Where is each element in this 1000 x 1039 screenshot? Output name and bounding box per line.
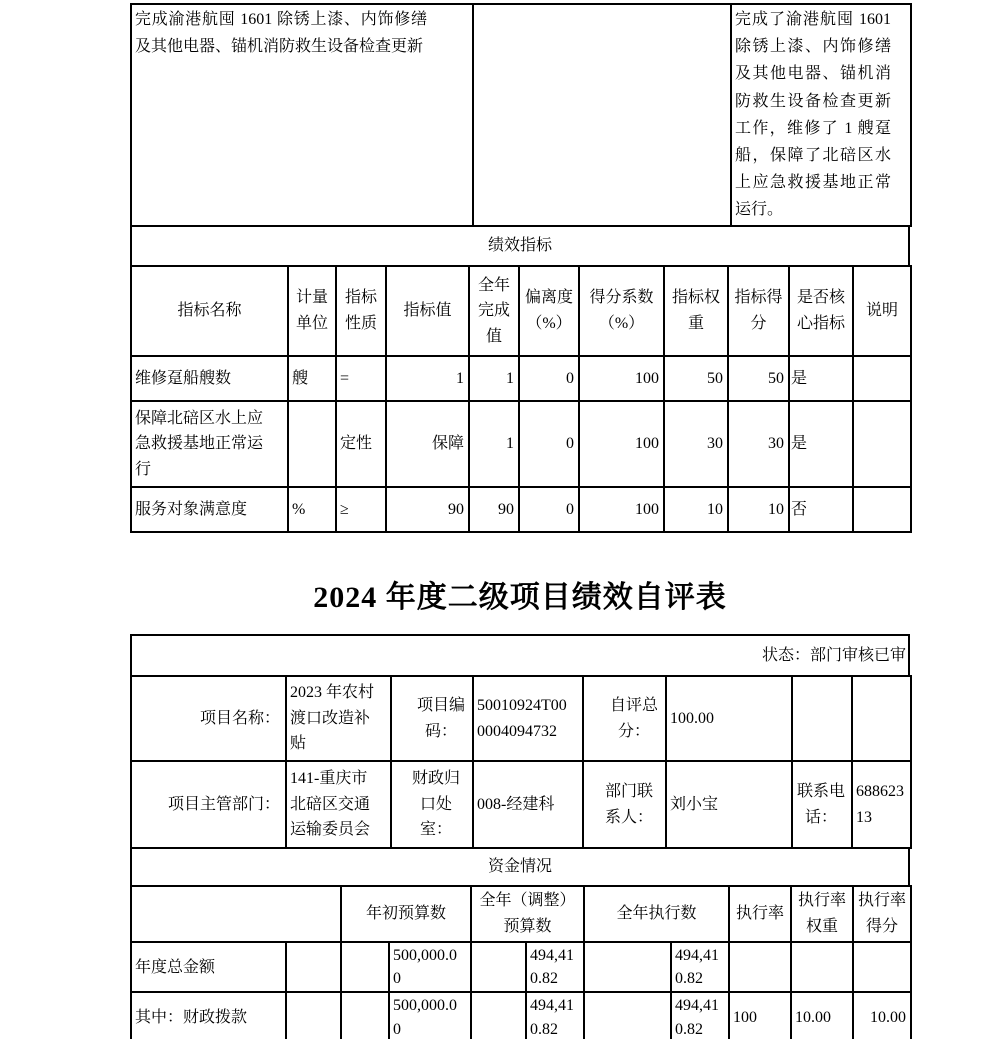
indicator-header-row [131, 266, 911, 356]
col-header-execution-rate: 执行率 [729, 886, 791, 942]
indicator-row [131, 401, 911, 487]
cell-initial-budget [389, 942, 471, 992]
initial-budget-text: 500,000.00 [393, 997, 457, 1038]
cell-execution-rate-score [853, 942, 911, 992]
project-name-text: 2023 年农村渡口改造补贴 [290, 684, 375, 753]
cell-note [853, 487, 911, 532]
cell-summary-middle [473, 4, 731, 226]
project-code-label-text: 项目编码： [416, 696, 465, 740]
initial-budget-text: 500,000.00 [393, 947, 457, 988]
cell-core: 是 [789, 401, 853, 487]
cell-unit: % [288, 487, 336, 532]
cell-execution-rate: 100 [729, 992, 791, 1039]
col-header-execution-rate-weight: 执行率权重 [791, 886, 853, 942]
col-header-annual-value: 全年完成值 [469, 266, 519, 356]
value-project-code [473, 676, 583, 761]
col-header-adjusted-budget: 全年（调整）预算数 [471, 886, 584, 942]
cell-empty [471, 992, 526, 1039]
value-contact-phone: 68862313 [852, 761, 911, 848]
label-self-score [583, 676, 666, 761]
indicator-section-bar [130, 225, 910, 267]
col-header-nature: 指标性质 [336, 266, 386, 356]
funds-header-row [131, 886, 911, 942]
summary-right-text: 完成了渝港航囤 1601 除锈上漆、内饰修缮及其他电器、锚机消防救生设备检查更新工作，维修了 1 艘趸船，保障了北碚区水上应急救援基地正常运行。 [735, 11, 891, 219]
cell-nature: = [336, 356, 386, 401]
cell-empty [852, 676, 911, 761]
cell-execution-rate-score: 10.00 [853, 992, 911, 1039]
cell-note [853, 356, 911, 401]
summary-left-text: 完成渝港航囤 1601 除锈上漆、内饰修缮及其他电器、锚机消防救生设备检查更新 [135, 11, 427, 56]
label-contact-phone [792, 761, 852, 848]
cell-target-value: 保障 [386, 401, 469, 487]
label-fiscal-office [391, 761, 473, 848]
value-contact-person: 刘小宝 [666, 761, 792, 848]
indicator-row [131, 356, 911, 401]
col-header-indicator-name: 指标名称 [131, 266, 288, 356]
cell-deviation: 0 [519, 356, 579, 401]
cell-target-value: 90 [386, 487, 469, 532]
col-header-note: 说明 [853, 266, 911, 356]
cell-execution-rate [729, 942, 791, 992]
cell-annual-value: 90 [469, 487, 519, 532]
project-info-row [131, 761, 911, 848]
cell-score-coefficient: 100 [579, 356, 664, 401]
col-header-core: 是否核心指标 [789, 266, 853, 356]
cell-annual-execution [671, 992, 729, 1039]
label-competent-department: 项目主管部门： [131, 761, 286, 848]
cell-funds-label: 年度总金额 [131, 942, 286, 992]
cell-empty [341, 942, 389, 992]
cell-deviation: 0 [519, 487, 579, 532]
col-header-unit: 计量单位 [288, 266, 336, 356]
cell-annual-execution [671, 942, 729, 992]
value-competent-department [286, 761, 391, 848]
col-header-execution-rate-score: 执行率得分 [853, 886, 911, 942]
summary-row-table [130, 3, 912, 227]
funds-row [131, 942, 911, 992]
cell-indicator-name: 维修趸船艘数 [131, 356, 288, 401]
cell-summary-right [731, 4, 911, 226]
cell-execution-rate-weight: 10.00 [791, 992, 853, 1039]
col-header-score: 指标得分 [728, 266, 789, 356]
project-info-grid [130, 675, 912, 849]
competent-department-text: 141-重庆市北碚区交通运输委员会 [290, 770, 371, 839]
col-header-annual-execution: 全年执行数 [584, 886, 729, 942]
cell-empty [584, 992, 671, 1039]
cell-nature: ≥ [336, 487, 386, 532]
col-header-weight: 指标权重 [664, 266, 728, 356]
cell-score: 50 [728, 356, 789, 401]
funds-row [131, 992, 911, 1039]
status-badge: 状态：部门审核已审 [131, 635, 909, 676]
section-title-funds: 资金情况 [131, 848, 909, 886]
cell-score: 10 [728, 487, 789, 532]
cell-note [853, 401, 911, 487]
cell-nature: 定性 [336, 401, 386, 487]
cell-empty [471, 942, 526, 992]
funds-section-bar [130, 847, 910, 887]
status-row [131, 635, 909, 676]
cell-funds-label: 其中：财政拨款 [131, 992, 286, 1039]
project-info-row [131, 676, 911, 761]
cell-score: 30 [728, 401, 789, 487]
cell-weight: 50 [664, 356, 728, 401]
value-fiscal-office: 008-经建科 [473, 761, 583, 848]
cell-annual-value: 1 [469, 356, 519, 401]
cell-core: 是 [789, 356, 853, 401]
cell-empty [286, 992, 341, 1039]
cell-initial-budget [389, 992, 471, 1039]
cell-empty [792, 676, 852, 761]
cell-weight: 30 [664, 401, 728, 487]
annual-execution-text: 494,410.82 [675, 997, 720, 1038]
page-title: 2024 年度二级项目绩效自评表 [313, 581, 727, 614]
section-title-row [131, 848, 909, 886]
cell-weight: 10 [664, 487, 728, 532]
label-project-name: 项目名称： [131, 676, 286, 761]
cell-deviation: 0 [519, 401, 579, 487]
label-contact-person [583, 761, 666, 848]
contact-person-label-text: 部门联系人： [604, 782, 653, 826]
section-title-performance-indicators: 绩效指标 [131, 226, 909, 266]
status-row-table [130, 634, 910, 677]
indicator-name-text: 保障北碚区水上应急救援基地正常运行 [135, 409, 264, 478]
project-code-text: 50010924T000004094732 [477, 696, 567, 740]
cell-unit [288, 401, 336, 487]
value-project-name [286, 676, 391, 761]
cell-annual-value: 1 [469, 401, 519, 487]
cell-execution-rate-weight [791, 942, 853, 992]
cell-empty [341, 992, 389, 1039]
cell-empty [286, 942, 341, 992]
cell-adjusted-budget: 494,410.82 [526, 942, 584, 992]
cell-adjusted-budget: 494,410.82 [526, 992, 584, 1039]
cell-score-coefficient: 100 [579, 401, 664, 487]
summary-row [131, 4, 911, 226]
cell-summary-left [131, 4, 473, 226]
cell-indicator-name: 服务对象满意度 [131, 487, 288, 532]
self-score-label-text: 自评总分： [609, 696, 658, 740]
indicator-grid [130, 265, 912, 533]
col-header-score-coefficient: 得分系数（%） [579, 266, 664, 356]
self-eval-table [130, 634, 912, 1039]
col-header-deviation: 偏离度（%） [519, 266, 579, 356]
cell-unit: 艘 [288, 356, 336, 401]
cell-target-value: 1 [386, 356, 469, 401]
value-self-score: 100.00 [666, 676, 792, 761]
fiscal-office-label-text: 财政归口处室： [411, 770, 460, 839]
indicator-row [131, 487, 911, 532]
section-title-row [131, 226, 909, 266]
indicator-table [130, 3, 912, 533]
cell-score-coefficient: 100 [579, 487, 664, 532]
col-header-target-value: 指标值 [386, 266, 469, 356]
cell-empty [584, 942, 671, 992]
cell-core: 否 [789, 487, 853, 532]
contact-phone-label-text: 联系电话： [796, 782, 845, 826]
col-header-initial-budget: 年初预算数 [341, 886, 471, 942]
funds-header-empty [131, 886, 341, 942]
funds-grid [130, 885, 912, 1039]
label-project-code [391, 676, 473, 761]
annual-execution-text: 494,410.82 [675, 947, 720, 988]
cell-indicator-name [131, 401, 288, 487]
